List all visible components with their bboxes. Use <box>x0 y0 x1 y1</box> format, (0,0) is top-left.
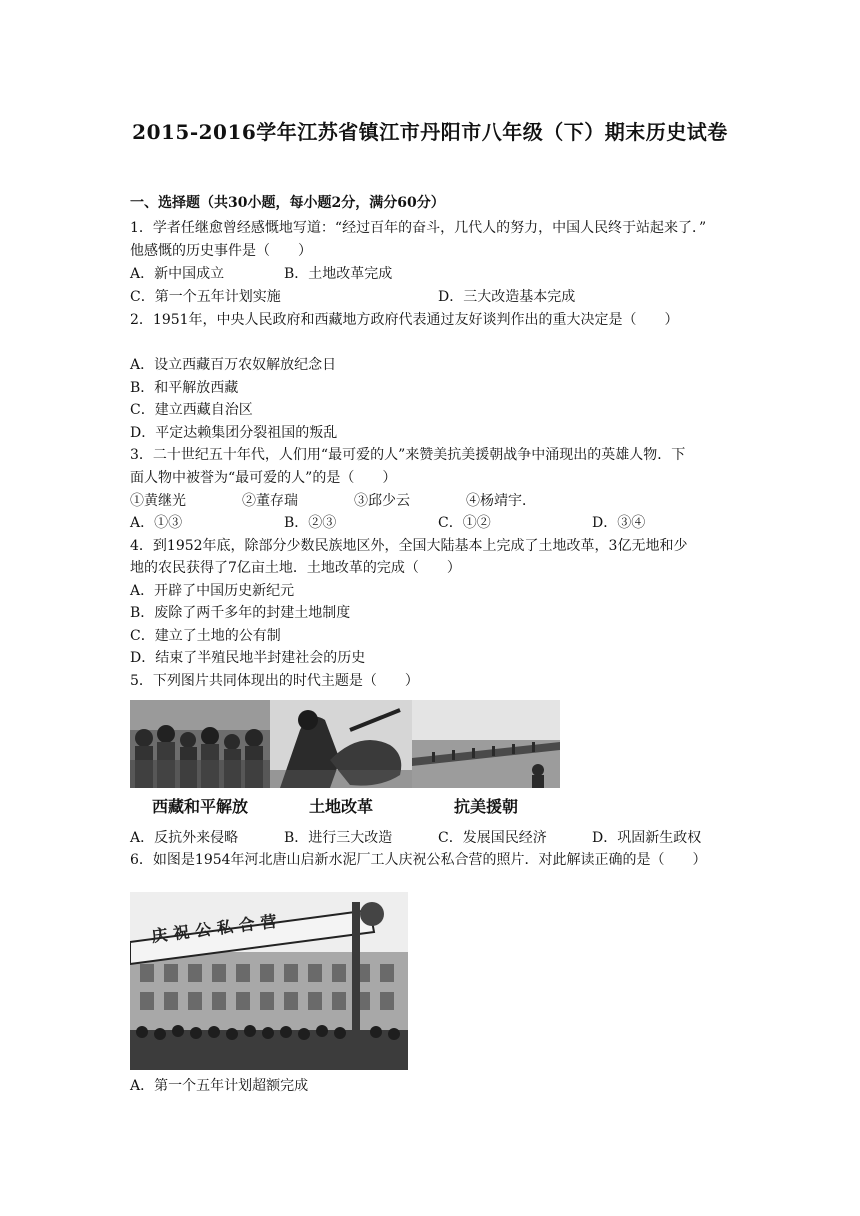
q3-person-4: ④杨靖宇． <box>466 493 536 509</box>
q1-stem-line2: 他感慨的历史事件是（ ） <box>130 243 312 259</box>
q5-photo-strip <box>130 700 560 822</box>
q3-stem-line1: 3．二十世纪五十年代，人们用“最可爱的人”来赞美抗美援朝战争中涌现出的英雄人物．下 <box>130 447 686 463</box>
korean-war-photo <box>412 700 560 788</box>
q2-stem: 2．1951年，中央人民政府和西藏地方政府代表通过友好谈判作出的重大决定是（ ） <box>130 312 679 328</box>
q1-option-b: B．土地改革完成 <box>284 266 393 282</box>
cement-factory-photo <box>130 892 408 1070</box>
q6-stem: 6．如图是1954年河北唐山启新水泥厂工人庆祝公私合营的照片．对此解读正确的是（ ） <box>130 852 707 868</box>
q3-option-d: D．③④ <box>592 515 646 531</box>
q3-option-a: A．①③ <box>130 515 183 531</box>
tibet-liberation-photo <box>130 700 270 788</box>
q2-option-d: D．平定达赖集团分裂祖国的叛乱 <box>130 425 338 441</box>
q4-option-a: A．开辟了中国历史新纪元 <box>130 583 295 599</box>
q4-stem-line2: 地的农民获得了7亿亩土地．土地改革的完成（ ） <box>130 560 461 576</box>
q5-stem: 5．下列图片共同体现出的时代主题是（ ） <box>130 673 419 689</box>
caption-land-reform: 土地改革 <box>308 797 373 816</box>
q4-option-b: B．废除了两千多年的封建土地制度 <box>130 605 351 621</box>
q3-person-3: ③邱少云 <box>354 493 410 509</box>
q2-option-b: B．和平解放西藏 <box>130 380 239 396</box>
q3-person-1: ①黄继光 <box>130 493 186 509</box>
q4-stem-line1: 4．到1952年底，除部分少数民族地区外，全国大陆基本上完成了土地改革，3亿无地和少 <box>130 538 688 554</box>
q1-option-a: A．新中国成立 <box>130 266 225 282</box>
q4-option-c: C．建立了土地的公有制 <box>130 628 281 644</box>
q3-person-2: ②董存瑞 <box>242 493 298 509</box>
q1-option-d: D．三大改造基本完成 <box>438 289 576 305</box>
q2-option-c: C．建立西藏自治区 <box>130 402 253 418</box>
q1-stem-line1: 1．学者任继愈曾经感慨地写道：“经过百年的奋斗，几代人的努力，中国人民终于站起来了．” <box>130 220 707 236</box>
banner-text: 庆祝公私合营 <box>150 910 284 946</box>
section-heading: 一、选择题（共30小题，每小题2分，满分60分） <box>130 195 445 211</box>
q3-stem-line2: 面人物中被誉为“最可爱的人”的是（ ） <box>130 470 397 486</box>
q2-option-a: A．设立西藏百万农奴解放纪念日 <box>130 357 337 373</box>
q3-option-b: B．②③ <box>284 515 337 531</box>
q5-option-a: A．反抗外来侵略 <box>130 830 239 846</box>
document-title: 2015-2016学年江苏省镇江市丹阳市八年级（下）期末历史试卷 <box>132 120 728 144</box>
q1-option-c: C．第一个五年计划实施 <box>130 289 281 305</box>
q4-option-d: D．结束了半殖民地半封建社会的历史 <box>130 650 366 666</box>
land-reform-photo <box>270 700 412 788</box>
q3-option-c: C．①② <box>438 515 491 531</box>
q5-option-b: B．进行三大改造 <box>284 830 393 846</box>
q5-option-d: D．巩固新生政权 <box>592 830 702 846</box>
q6-option-a: A．第一个五年计划超额完成 <box>130 1078 309 1094</box>
caption-tibet: 西藏和平解放 <box>151 797 248 816</box>
caption-korean-war: 抗美援朝 <box>453 797 518 816</box>
q5-option-c: C．发展国民经济 <box>438 830 547 846</box>
